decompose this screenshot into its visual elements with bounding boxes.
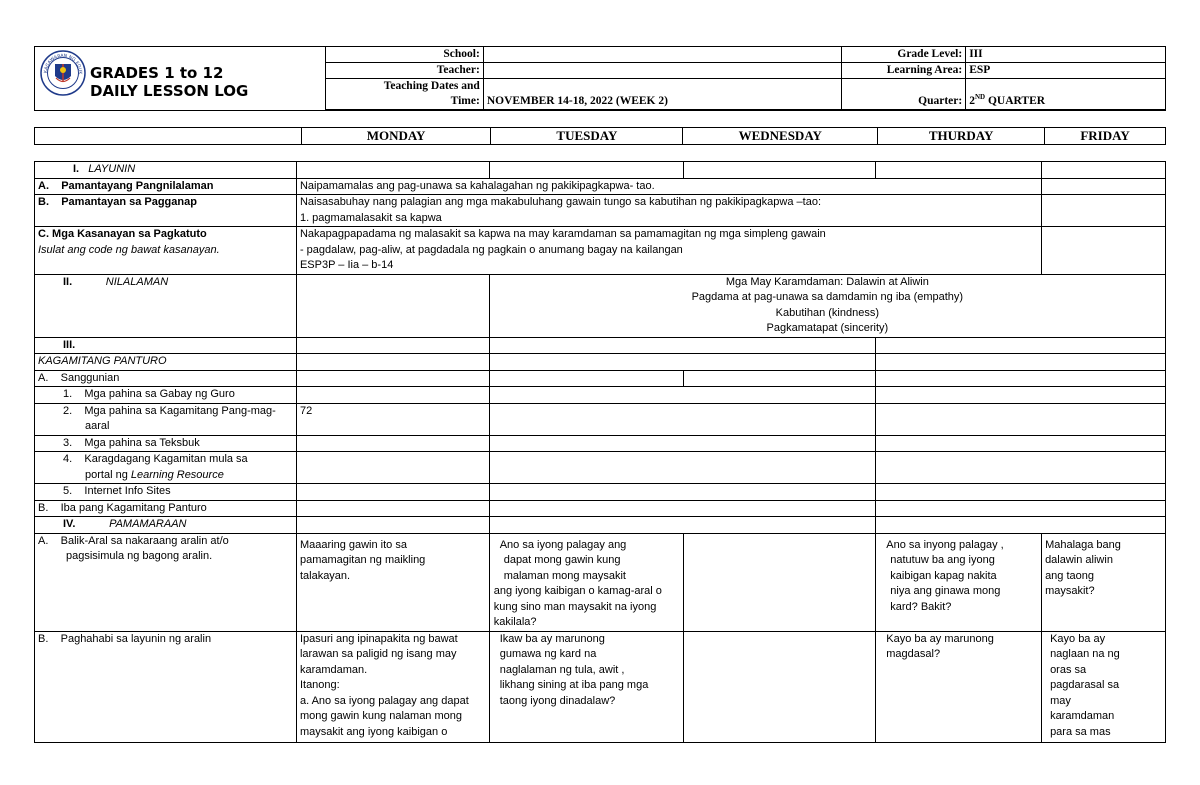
paghahabi-tue-line: gumawa ng kard na <box>499 648 597 660</box>
internet-thu-fri[interactable] <box>876 484 1166 501</box>
days-header-table <box>34 127 1166 145</box>
pangnilalaman-fri[interactable] <box>1042 178 1166 195</box>
karagdagang-label-1: 4. Karagdagang Kagamitan mula sa <box>63 453 248 465</box>
iii-thu-fri[interactable] <box>876 337 1166 354</box>
learning-area-label: Learning Area: <box>842 63 966 79</box>
day-thursday: THURDAY <box>878 128 1045 145</box>
karagdagang-label-2 <box>63 468 293 484</box>
karagdagang-label-cell <box>35 452 297 484</box>
balik-aral-thu-line: kaibigan kapag nakita <box>890 569 997 582</box>
paghahabi-wed[interactable] <box>683 631 876 742</box>
days-row <box>35 128 1166 145</box>
learning-area-field[interactable]: ESP <box>966 63 1166 79</box>
balik-aral-fri-line: ang taong <box>1045 569 1094 582</box>
pagkatuto-fri[interactable] <box>1042 227 1166 275</box>
row-nilalaman <box>35 274 1166 337</box>
teksbuk-label: 3. Mga pahina sa Teksbuk <box>35 435 297 452</box>
iii-mon[interactable] <box>296 337 489 354</box>
kagamitang-pang-mon[interactable]: 72 <box>296 403 489 435</box>
pagganap-line-2: 1. pagmamalasakit sa kapwa <box>299 211 442 224</box>
balik-aral-tue-line: malaman mong maysakit <box>503 569 626 582</box>
paghahabi-fri-line: oras sa <box>1050 663 1087 676</box>
school-field[interactable] <box>483 47 842 63</box>
pamamaraan-tue-wed[interactable] <box>489 517 876 534</box>
gabay-thu-fri[interactable] <box>876 387 1166 404</box>
grade-level-label: Grade Level: <box>842 47 966 63</box>
paghahabi-fri-line: may <box>1050 694 1071 707</box>
paghahabi-thu-line: Kayo ba ay marunong <box>886 632 994 645</box>
kagamitang-pang-label-1: 2. Mga pahina sa Kagamitang Pang-mag- <box>63 404 276 417</box>
balik-aral-thu[interactable] <box>876 533 1042 631</box>
balik-aral-fri-line: Mahalaga bang <box>1045 538 1121 551</box>
paghahabi-mon-line: a. Ano sa iyong palagay ang dapat <box>299 694 469 707</box>
school-label: School: <box>326 47 484 63</box>
paghahabi-tue-line: taong iyong dinadalaw? <box>499 694 616 707</box>
balik-aral-tue-line: ang iyong kaibigan o kamag-aral o <box>493 585 662 597</box>
dates-row <box>326 79 1166 110</box>
karagdagang-tue-wed[interactable] <box>489 452 876 484</box>
title-line-1: GRADES 1 to 12 <box>90 64 224 82</box>
kagamitang-pang-tue-wed[interactable] <box>489 403 876 435</box>
kagamitang-pang-thu-fri[interactable] <box>876 403 1166 435</box>
internet-tue-wed[interactable] <box>489 484 876 501</box>
balik-aral-thu-line: kard? Bakit? <box>890 600 952 613</box>
paghahabi-mon-line: larawan sa paligid ng isang may <box>299 648 457 660</box>
pamamaraan-label: PAMAMARAAN <box>109 518 187 530</box>
paghahabi-mon-line: mong gawin kung nalaman mong <box>299 710 462 722</box>
balik-aral-mon-line: pamamagitan ng maikling <box>299 554 426 566</box>
balik-aral-fri[interactable] <box>1042 533 1166 631</box>
iba-pang-tue-wed[interactable] <box>489 500 876 517</box>
dates-label <box>326 79 484 110</box>
dates-value: NOVEMBER 14-18, 2022 (WEEK 2) <box>486 95 668 107</box>
pagganap-fri[interactable] <box>1042 195 1166 227</box>
internet-mon[interactable] <box>296 484 489 501</box>
teksbuk-tue-wed[interactable] <box>489 435 876 452</box>
pagganap-label: B. Pamantayan sa Pagganap <box>35 195 297 227</box>
balik-aral-label-1: A. Balik-Aral sa nakaraang aralin at/o <box>38 534 229 547</box>
day-friday: FRIDAY <box>1045 128 1166 145</box>
dates-label-line-1: Teaching Dates and <box>383 80 480 92</box>
row-sanggunian <box>35 370 1166 387</box>
paghahabi-fri-line: naglaan na ng <box>1050 648 1120 660</box>
kagamitang-pang-label-2: aaral <box>85 420 110 432</box>
iba-pang-label: B. Iba pang Kagamitang Panturo <box>35 500 297 517</box>
kagamitang-pang-label-cell <box>35 403 297 435</box>
title-line-2: DAILY LESSON LOG <box>90 82 249 100</box>
pagkatuto-code: ESP3P – Iia – b-14 <box>299 259 394 271</box>
layunin-num: I. <box>73 163 80 175</box>
dates-label-line-2: Time: <box>450 95 480 107</box>
sanggunian-label: A. Sanggunian <box>35 370 297 387</box>
paghahabi-fri-line: pagdarasal sa <box>1050 679 1120 691</box>
day-monday: MONDAY <box>301 128 491 145</box>
quarter-suffix: ND <box>974 93 986 102</box>
quarter-label: Quarter: <box>842 79 966 110</box>
pamamaraan-thu-fri[interactable] <box>876 517 1166 534</box>
nilalaman-heading <box>35 274 297 337</box>
paghahabi-label: B. Paghahabi sa layunin ng aralin <box>35 631 297 742</box>
nilalaman-mon[interactable] <box>296 274 489 337</box>
iii-tue-wed[interactable] <box>489 337 876 354</box>
iba-pang-thu-fri[interactable] <box>876 500 1166 517</box>
row-kagamitang-pang-mag-aaral <box>35 403 1166 435</box>
gabay-mon[interactable] <box>296 387 489 404</box>
nilalaman-num: II. <box>63 275 73 288</box>
layunin-label: LAYUNIN <box>88 163 136 175</box>
logo-ring-text: KAGAWARAN NG EDUK <box>43 53 83 75</box>
nilalaman-line-4: Pagkamatapat (sincerity) <box>766 322 889 334</box>
pagkatuto-label: C. Mga Kasanayan sa Pagkatuto <box>38 228 207 240</box>
iba-pang-mon[interactable] <box>296 500 489 517</box>
pamamaraan-num: IV. <box>63 518 76 530</box>
dates-field[interactable] <box>483 79 842 110</box>
row-kasanayan-sa-pagkatuto <box>35 227 1166 275</box>
row-kagamitang-panturo <box>35 354 1166 371</box>
teacher-field[interactable] <box>483 63 842 79</box>
balik-aral-fri-line: maysakit? <box>1045 585 1095 597</box>
karagdagang-portal-text: portal ng <box>85 468 131 481</box>
paghahabi-tue-line: likhang sining at iba pang mga <box>499 679 649 691</box>
balik-aral-tue-line: kung sino man maysakit na iyong <box>493 600 657 613</box>
kagamitan-thu-fri[interactable] <box>876 354 1166 371</box>
lesson-table <box>34 161 1166 743</box>
karagdagang-mon[interactable] <box>296 452 489 484</box>
pangnilalaman-text[interactable]: Naipamamalas ang pag-unawa sa kahalagahan ng pakikipagkapwa- tao. <box>296 178 1041 195</box>
nilalaman-label: NILALAMAN <box>105 275 169 288</box>
pagganap-text[interactable] <box>296 195 1041 227</box>
karagdagang-thu-fri[interactable] <box>876 452 1166 484</box>
row-pamantayang-pangnilalaman <box>35 178 1166 195</box>
learning-resource-text: Learning Resource <box>130 468 224 481</box>
row-iii <box>35 337 1166 354</box>
paghahabi-fri[interactable] <box>1042 631 1166 742</box>
row-gabay-ng-guro <box>35 387 1166 404</box>
paghahabi-tue-line: Ikaw ba ay marunong <box>499 632 605 645</box>
balik-aral-mon[interactable] <box>296 533 489 631</box>
pagkatuto-sub: Isulat ang code ng bawat kasanayan. <box>38 243 220 256</box>
days-blank-cell <box>35 128 302 145</box>
nilalaman-line-2: Pagdama at pag-unawa sa damdamin ng iba (empathy) <box>691 291 964 303</box>
layunin-heading <box>35 162 297 179</box>
internet-label: 5. Internet Info Sites <box>35 484 297 501</box>
quarter-word: QUARTER <box>985 95 1046 107</box>
day-wednesday: WEDNESDAY <box>683 128 878 145</box>
kagamitan-mon[interactable] <box>296 354 489 371</box>
row-teksbuk <box>35 435 1166 452</box>
paghahabi-mon-line: Itanong: <box>299 679 340 691</box>
paghahabi-tue[interactable] <box>489 631 683 742</box>
quarter-field[interactable] <box>966 79 1166 110</box>
layunin-thu[interactable] <box>876 162 1042 179</box>
day-tuesday: TUESDAY <box>491 128 683 145</box>
pangnilalaman-label: A. Pamantayang Pangnilalaman <box>35 178 297 195</box>
paghahabi-tue-line: naglalaman ng tula, awit , <box>499 663 625 676</box>
teacher-row <box>326 63 1166 79</box>
paghahabi-fri-line: karamdaman <box>1050 710 1115 722</box>
pagkatuto-line-2: - pagdalaw, pag-aliw, at pagdadala ng pagkain o anumang bagay na kailangan <box>299 243 683 256</box>
kagamitan-tue-wed[interactable] <box>489 354 876 371</box>
teacher-label: Teacher: <box>326 63 484 79</box>
grade-level-field[interactable]: III <box>966 47 1166 63</box>
balik-aral-thu-line: Ano sa inyong palagay , <box>886 538 1004 551</box>
paghahabi-mon-line: karamdaman. <box>299 663 368 676</box>
pagkatuto-label-cell <box>35 227 297 275</box>
balik-aral-fri-line: dalawin aliwin <box>1045 554 1113 566</box>
paghahabi-fri-line: Kayo ba ay <box>1050 632 1106 645</box>
row-pamantayan-sa-pagganap <box>35 195 1166 227</box>
balik-aral-tue[interactable] <box>489 533 683 631</box>
row-pamamaraan <box>35 517 1166 534</box>
row-internet-info-sites <box>35 484 1166 501</box>
iii-heading: III. <box>35 337 297 354</box>
pamamaraan-mon[interactable] <box>296 517 489 534</box>
paghahabi-mon[interactable] <box>296 631 489 742</box>
balik-aral-mon-line: Maaaring gawin ito sa <box>299 538 407 551</box>
paghahabi-mon-line: maysakit ang iyong kaibigan o <box>299 725 448 738</box>
pamamaraan-heading <box>35 517 297 534</box>
layunin-wed[interactable] <box>683 162 876 179</box>
row-layunin <box>35 162 1166 179</box>
balik-aral-tue-line: Ano sa iyong palagay ang <box>499 538 627 551</box>
row-paghahabi <box>35 631 1166 742</box>
layunin-fri[interactable] <box>1042 162 1166 179</box>
balik-aral-wed[interactable] <box>683 533 876 631</box>
teksbuk-thu-fri[interactable] <box>876 435 1166 452</box>
nilalaman-content[interactable] <box>489 274 1165 337</box>
balik-aral-label-cell <box>35 533 297 631</box>
paghahabi-thu[interactable] <box>876 631 1042 742</box>
paghahabi-thu-line: magdasal? <box>886 648 941 660</box>
sanggunian-thu-fri[interactable] <box>876 370 1166 387</box>
nilalaman-line-1: Mga May Karamdaman: Dalawin at Aliwin <box>725 275 929 288</box>
header-table <box>325 46 1166 110</box>
layunin-mon[interactable] <box>296 162 489 179</box>
school-row <box>326 47 1166 63</box>
balik-aral-tue-line: dapat mong gawin kung <box>503 554 621 566</box>
sanggunian-tue[interactable] <box>489 370 683 387</box>
teksbuk-mon[interactable] <box>296 435 489 452</box>
paghahabi-mon-line: Ipasuri ang ipinapakita ng bawat <box>299 632 458 645</box>
balik-aral-thu-line: natutuw ba ang iyong <box>890 554 995 566</box>
row-balik-aral <box>35 533 1166 631</box>
nilalaman-line-3: Kabutihan (kindness) <box>775 306 880 319</box>
row-iba-pang-kagamitan <box>35 500 1166 517</box>
row-karagdagang-kagamitan <box>35 452 1166 484</box>
balik-aral-tue-line: kakilala? <box>493 616 537 628</box>
kagamitan-heading: KAGAMITANG PANTURO <box>35 354 297 371</box>
layunin-tue[interactable] <box>489 162 683 179</box>
paghahabi-fri-line: para sa mas <box>1050 725 1111 738</box>
sanggunian-wed[interactable] <box>683 370 876 387</box>
pagkatuto-text[interactable] <box>296 227 1041 275</box>
gabay-tue-wed[interactable] <box>489 387 876 404</box>
gabay-label: 1. Mga pahina sa Gabay ng Guro <box>35 387 297 404</box>
sanggunian-mon[interactable] <box>296 370 489 387</box>
pagganap-line-1: Naisasabuhay nang palagian ang mga makabuluhang gawain tungo sa kabutihan ng pakikipagkapwa –tao: <box>299 196 822 208</box>
balik-aral-thu-line: niya ang ginawa mong <box>890 585 1001 597</box>
balik-aral-label-2: pagsisimula ng bagong aralin. <box>66 550 213 562</box>
pagkatuto-line-1: Nakapagpapadama ng malasakit sa kapwa na may karamdaman sa pamamagitan ng mga simpleng gawain <box>299 228 826 240</box>
balik-aral-mon-line: talakayan. <box>299 569 351 582</box>
quarter-number: 2 <box>969 95 975 107</box>
